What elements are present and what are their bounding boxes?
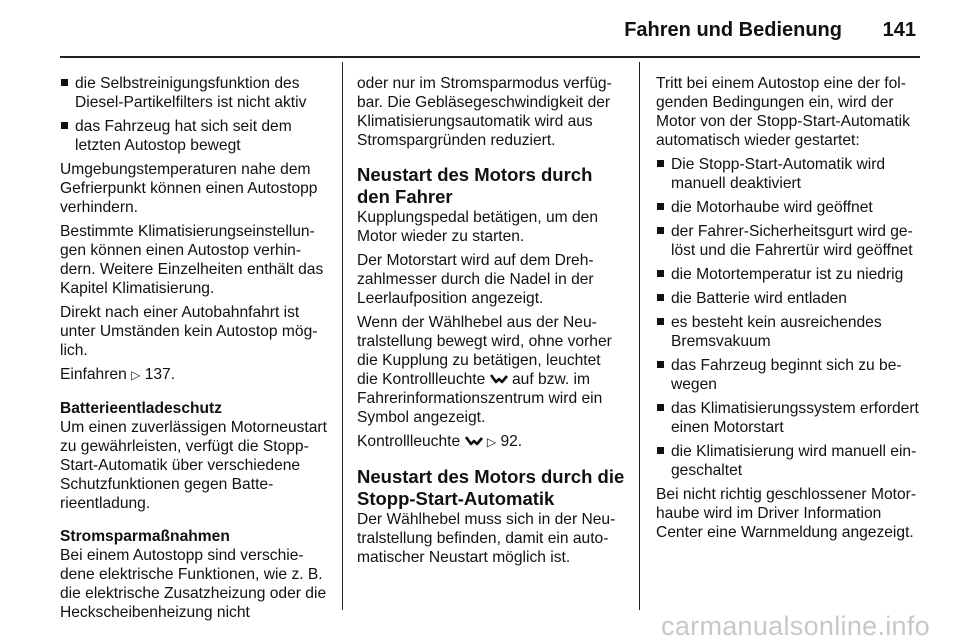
paragraph-reference bbox=[357, 432, 625, 452]
list-item: das Fahrzeug beginnt sich zu bewegen bbox=[656, 356, 924, 394]
reference-page[interactable]: 92. bbox=[500, 433, 523, 450]
stop-start-indicator-icon bbox=[465, 435, 483, 447]
paragraph-reference bbox=[60, 365, 330, 385]
column-3 bbox=[656, 74, 924, 547]
list-item: Die Stopp-Start-Automatik wird manuell deaktiviert bbox=[656, 155, 924, 193]
column-2 bbox=[357, 74, 625, 572]
section-heading: Neustart des Motors durch den Fahrer bbox=[357, 164, 593, 207]
reference-text: Kontrollleuchte bbox=[357, 433, 461, 450]
column-divider-2 bbox=[639, 62, 640, 610]
reference-text: Einfahren bbox=[60, 366, 127, 383]
section-heading: Neustart des Motors durch die Stopp-Start-Automatik bbox=[357, 466, 625, 509]
page-number: 141 bbox=[882, 19, 916, 41]
paragraph: Wenn der Wählhebel aus der Neutralstellung bewegt wird, ohne vorher die Kupplung zu betätigen, leuchtet die Kontrollleuchte auf bzw. im Fahrerinformationszentrum wird ein Symbol angezeigt. bbox=[357, 314, 612, 426]
list-item: es besteht kein ausreichendes Bremsvakuum bbox=[656, 313, 924, 351]
section-heading: Stromsparmaßnahmen bbox=[60, 528, 230, 545]
page-title: Fahren und Bedienung bbox=[624, 19, 842, 41]
paragraph: Umgebungstemperaturen nahe dem Gefrierpunkt können einen Autostopp verhindern. bbox=[60, 161, 318, 216]
reference-page[interactable]: 137. bbox=[144, 366, 176, 383]
header-rule bbox=[60, 56, 920, 58]
list-item: die Batterie wird entladen bbox=[656, 289, 924, 308]
column-1 bbox=[60, 74, 330, 627]
stop-start-indicator-icon bbox=[490, 373, 508, 385]
paragraph: oder nur im Stromsparmodus verfügbar. Die Gebläsegeschwindigkeit der Klimatisierungsautomatik wird aus Stromspargründen reduziert. bbox=[357, 75, 612, 149]
list-item: die Motortemperatur ist zu niedrig bbox=[656, 265, 924, 284]
paragraph: Bestimmte Klimatisierungseinstellungen können einen Autostop verhindern. Weitere Einzelheiten enthält das Kapitel Klimatisierung. bbox=[60, 223, 324, 297]
paragraph: Der Motorstart wird auf dem Drehzahlmesser durch die Nadel in der Leerlaufposition angezeigt. bbox=[357, 252, 594, 307]
paragraph: Der Wählhebel muss sich in der Neutralstellung befinden, damit ein automatischer Neustart möglich ist. bbox=[357, 511, 616, 566]
list-item: der Fahrer-Sicherheitsgurt wird gelöst und die Fahrertür wird geöffnet bbox=[656, 222, 924, 260]
list-item: die Selbstreinigungsfunktion des Diesel-Partikelfilters ist nicht aktiv bbox=[60, 74, 330, 112]
list-item: die Motorhaube wird geöffnet bbox=[656, 198, 924, 217]
paragraph: Direkt nach einer Autobahnfahrt ist unter Umständen kein Autostop möglich. bbox=[60, 304, 318, 359]
page-header bbox=[60, 0, 920, 58]
page-reference-arrow-icon: ▷ bbox=[486, 435, 497, 449]
watermark: carmanualsonline.info bbox=[661, 611, 930, 641]
column-divider-1 bbox=[342, 62, 343, 610]
list-item: das Fahrzeug hat sich seit dem letzten Autostop bewegt bbox=[60, 117, 330, 155]
paragraph: Um einen zuverlässigen Motorneustart zu gewährleisten, verfügt die Stopp-Start-Automatik über verschiedene Schutzfunktionen gegen Batterieentladung. bbox=[60, 419, 327, 512]
paragraph: Kupplungspedal betätigen, um den Motor wieder zu starten. bbox=[357, 209, 599, 245]
paragraph: Bei nicht richtig geschlossener Motorhaube wird im Driver Information Center eine Warnmeldung angezeigt. bbox=[656, 486, 917, 541]
list-item: das Klimatisierungssystem erfordert einen Motorstart bbox=[656, 399, 924, 437]
list-item: die Klimatisierung wird manuell eingeschaltet bbox=[656, 442, 924, 480]
page-reference-arrow-icon: ▷ bbox=[131, 368, 141, 382]
paragraph: Bei einem Autostopp sind verschiedene elektrische Funktionen, wie z. B. die elektrische Zusatzheizung oder die Heckscheibenheizung nicht bbox=[60, 547, 327, 621]
paragraph: Tritt bei einem Autostop eine der folgenden Bedingungen ein, wird der Motor von der Stopp-Start-Automatik automatisch wieder gestartet: bbox=[656, 75, 910, 149]
section-heading: Batterieentladeschutz bbox=[60, 400, 223, 417]
